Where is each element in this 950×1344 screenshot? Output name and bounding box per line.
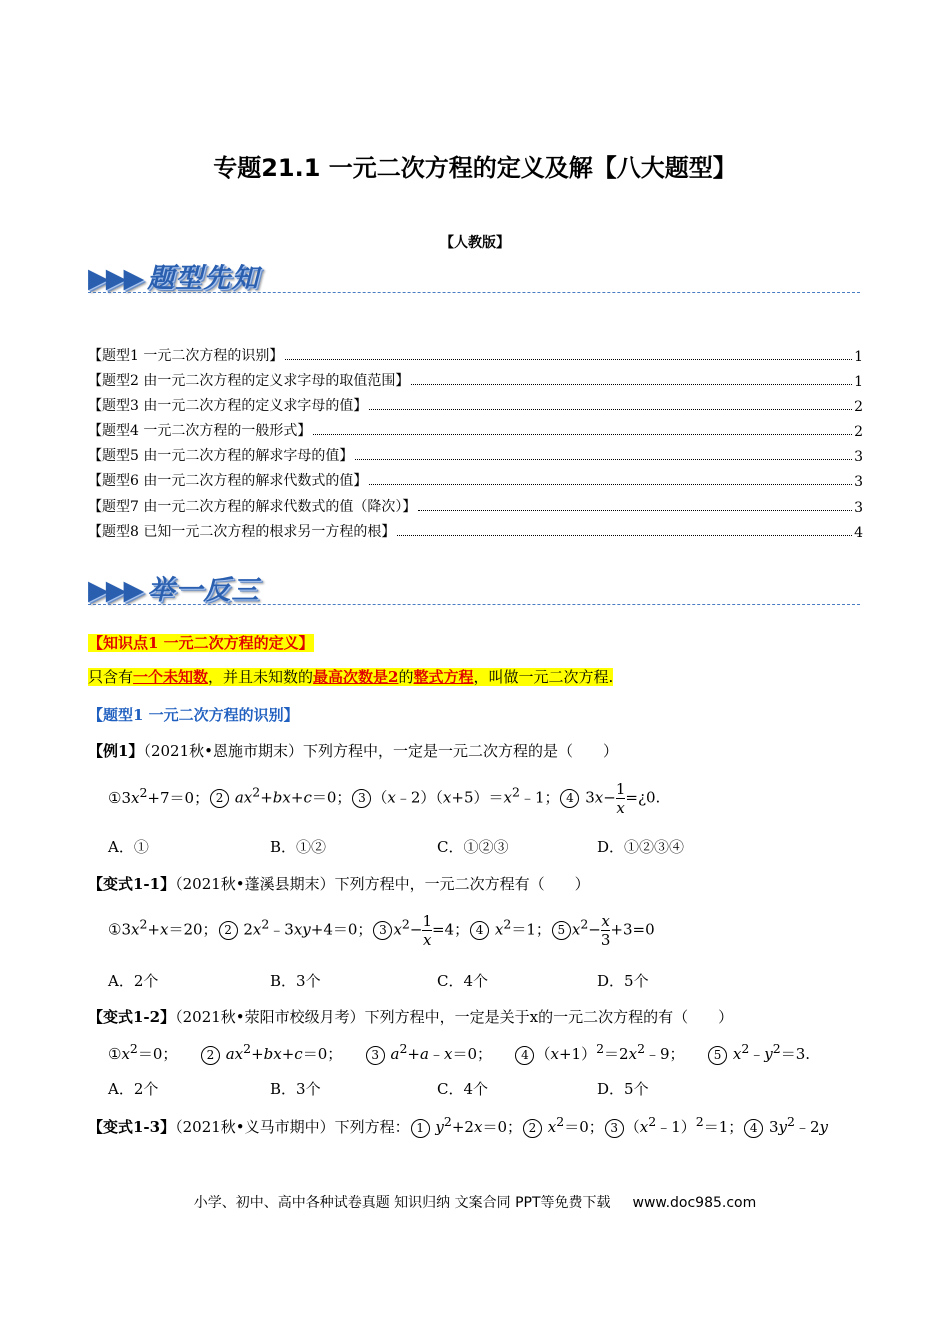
arrows-icon: ▶▶▶ (88, 575, 142, 606)
variant-1-1-option-c[interactable]: C．4个 (437, 972, 489, 990)
variant-1-2-equations: $①x^2=0$； 2 $ax^2+bx+c=0$； 3 $a^2+a﹣x=0$； 4 $(x+1)^2=2x^2﹣9$； 5 $x^2﹣y^2=3$. (108, 1041, 811, 1063)
example-1-stem: 【例1】（2021秋•恩施市期末）下列方程中，一定是一元二次方程的是（ ） (88, 742, 618, 760)
toc-row[interactable]: 【题型7 由一元二次方程的解求代数式的值（降次）】 3 (88, 499, 863, 516)
banner-preview (88, 256, 259, 295)
example-1-option-c[interactable]: C．①②③ (437, 838, 509, 856)
toc-row[interactable]: 【题型4 一元二次方程的一般形式】 2 (88, 423, 863, 440)
example-1-option-b[interactable]: B．①② (270, 838, 327, 856)
variant-1-1-option-b[interactable]: B．3个 (270, 972, 321, 990)
arrows-icon: ▶▶▶ (88, 263, 142, 294)
divider (88, 604, 860, 605)
variant-1-3-stem: 【变式1-3】（2021秋•义马市期中）下列方程： 1 $y^2+2x=0$； 2 $x^2=0$； 3 $(x^2﹣1)^2=1$； 4 $3y^2﹣2y$ (88, 1114, 829, 1136)
banner-practice-text: 举一反三 (147, 575, 260, 606)
banner-practice (88, 568, 259, 607)
toc-row[interactable]: 【题型5 由一元二次方程的解求字母的值】 3 (88, 448, 863, 465)
toc-row[interactable]: 【题型2 由一元二次方程的定义求字母的取值范围】 1 (88, 373, 863, 390)
example-1-option-d[interactable]: D．①②③④ (597, 838, 685, 856)
variant-1-2-option-a[interactable]: A．2个 (108, 1080, 159, 1098)
example-1-equations: $①3x^2+7=0$； 2 $ax^2+bx+c=0$； 3 $(x﹣2)(x+5)=x^2﹣1$； 4 3x− $\frac{1}{x}$ =¿0. (108, 780, 661, 817)
variant-1-1-option-d[interactable]: D．5个 (597, 972, 649, 990)
page-title: 专题21.1 一元二次方程的定义及解【八大题型】 (213, 154, 737, 182)
banner-preview-text: 题型先知 (147, 263, 260, 294)
variant-1-2-option-c[interactable]: C．4个 (437, 1080, 489, 1098)
toc-row[interactable]: 【题型8 已知一元二次方程的根求另一方程的根】 4 (88, 524, 863, 541)
type1-heading: 【题型1 一元二次方程的识别】 (88, 706, 299, 724)
variant-1-2-option-b[interactable]: B．3个 (270, 1080, 321, 1098)
toc-row[interactable]: 【题型1 一元二次方程的识别】 1 (88, 348, 863, 365)
variant-1-1-stem: 【变式1-1】（2021秋•蓬溪县期末）下列方程中，一元二次方程有（ ） (88, 875, 590, 893)
footer-site-link[interactable]: www.doc985.com (632, 1195, 757, 1211)
toc-row[interactable]: 【题型3 由一元二次方程的定义求字母的值】 2 (88, 398, 863, 415)
variant-1-1-option-a[interactable]: A．2个 (108, 972, 159, 990)
variant-1-2-option-d[interactable]: D．5个 (597, 1080, 649, 1098)
variant-1-1-equations: $①3x^2+x=20$； 2 $2x^2﹣3xy+4=0$； 3 $x^2-$ $\frac{1}{x}$ =4； 4 $x^2=1$； 5 $x^2-$ $\frac{x}{3}$ +3=0 (108, 912, 655, 949)
example-1-option-a[interactable]: A．① (108, 838, 149, 856)
edition-label: 【人教版】 (440, 235, 510, 251)
variant-1-2-stem: 【变式1-2】（2021秋•荥阳市校级月考）下列方程中，一定是关于x的一元二次方程的有（ ） (88, 1008, 734, 1026)
page-footer: 小学、初中、高中各种试卷真题 知识归纳 文案合同 PPT等免费下载 www.doc985.com (193, 1195, 757, 1211)
knowledge-text: 只含有一个未知数，并且未知数的最高次数是2的整式方程，叫做一元二次方程. (88, 668, 614, 686)
toc-row[interactable]: 【题型6 由一元二次方程的解求代数式的值】 3 (88, 473, 863, 490)
knowledge-heading: 【知识点1 一元二次方程的定义】 (88, 634, 314, 652)
divider (88, 292, 860, 293)
